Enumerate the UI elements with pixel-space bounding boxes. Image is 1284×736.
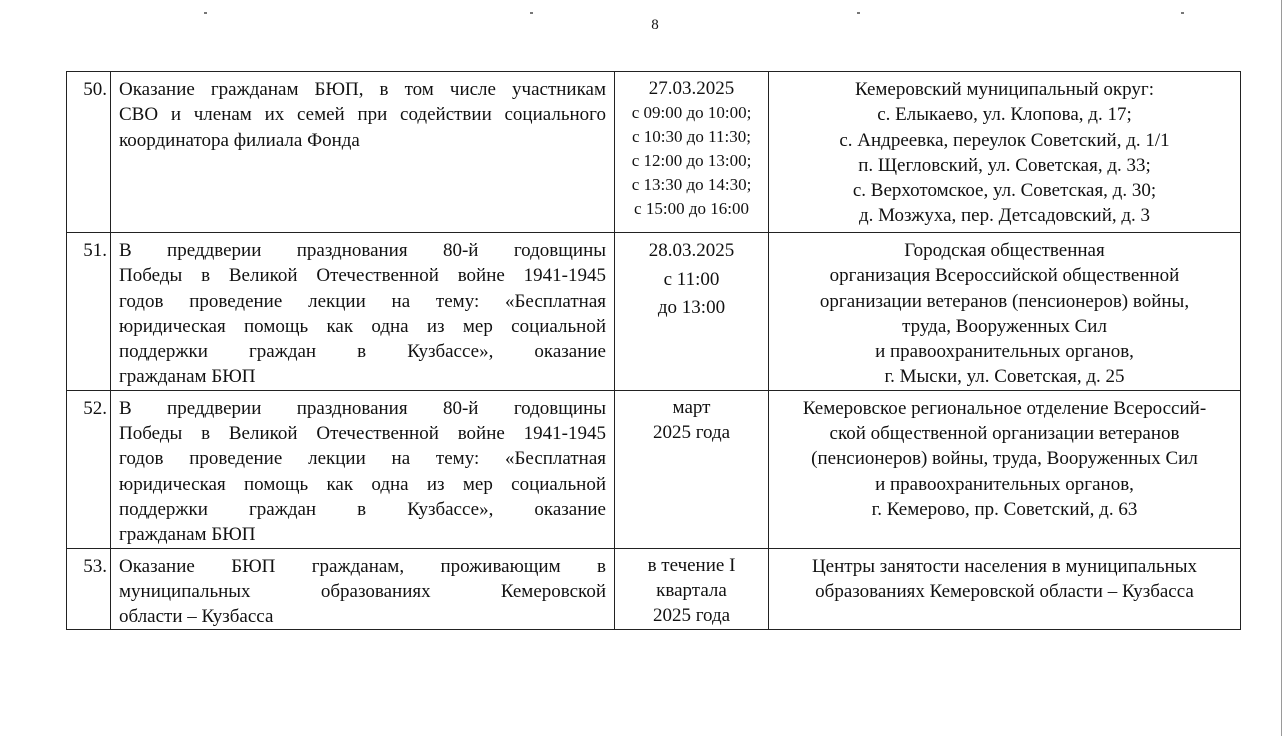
time-slot: с 10:30 до 11:30; (632, 127, 751, 147)
description-line: годов проведение лекции на тему: «Бесплатная (119, 448, 606, 470)
date-line: с 11:00 (663, 268, 720, 290)
address-line: с. Елыкаево, ул. Клопова, д. 17; (877, 104, 1132, 126)
address-line: труда, Вооруженных Сил (902, 315, 1107, 337)
time-slot: с 09:00 до 10:00; (631, 103, 752, 123)
address-line: д. Мозжуха, пер. Детсадовский, д. 3 (858, 205, 1151, 227)
table-row (67, 72, 1241, 233)
scan-mark (1181, 12, 1184, 14)
address-line: (пенсионеров) войны, труда, Вооруженных Сил (811, 448, 1198, 470)
events-table (66, 71, 1241, 630)
address-line: ской общественной организации ветеранов (829, 423, 1180, 445)
description-line: юридическая помощь как одна из мер социальной (119, 315, 606, 337)
scan-mark (530, 12, 533, 14)
description-line: СВО и членам их семей при содействии социального (119, 104, 606, 126)
description-line: годов проведение лекции на тему: «Бесплатная (119, 290, 606, 312)
table-row (67, 390, 1241, 548)
event-description (111, 390, 615, 548)
date-line: квартала (656, 579, 727, 601)
date-line: в течение I (647, 554, 736, 576)
address-line: с. Андреевка, переулок Советский, д. 1/1 (839, 129, 1170, 151)
description-line: гражданам БЮП (119, 524, 256, 546)
date-line: 2025 года (652, 605, 731, 627)
description-line: юридическая помощь как одна из мер социальной (119, 473, 606, 495)
event-description (111, 548, 615, 630)
address-line: г. Кемерово, пр. Советский, д. 63 (871, 498, 1138, 520)
event-date (615, 233, 769, 391)
address-line: организация Всероссийской общественной (829, 265, 1180, 287)
page-edge (1281, 0, 1282, 736)
event-date (615, 390, 769, 548)
address-line: организации ветеранов (пенсионеров) войны, (819, 290, 1190, 312)
event-address (769, 390, 1241, 548)
description-line: области – Кузбасса (119, 606, 274, 628)
time-slot: с 13:30 до 14:30; (631, 175, 752, 195)
row-number: 52. (67, 390, 111, 548)
description-line: В преддверии празднования 80-й годовщины (119, 397, 606, 419)
page-number: 8 (651, 17, 659, 33)
address-line: образованиях Кемеровской области – Кузбасса (815, 580, 1194, 602)
description-line: поддержки граждан в Кузбассе», оказание (119, 498, 606, 520)
date-line: март (672, 396, 711, 418)
row-number: 53. (67, 548, 111, 630)
date-line: 28.03.2025 (648, 240, 735, 261)
description-line: Оказание БЮП гражданам, проживающим в (119, 555, 606, 577)
description-line: поддержки граждан в Кузбассе», оказание (119, 341, 606, 363)
address-line: Кемеровское региональное отделение Всероссий- (802, 397, 1207, 419)
description-line: Победы в Великой Отечественной войне 1941-1945 (119, 423, 606, 445)
event-description (111, 72, 615, 233)
row-number: 50. (67, 72, 111, 233)
event-address (769, 233, 1241, 391)
scan-mark (204, 12, 207, 14)
description-line: гражданам БЮП (119, 366, 256, 388)
scan-mark (857, 12, 860, 14)
address-line: п. Щегловский, ул. Советская, д. 33; (858, 154, 1151, 176)
table-row (67, 233, 1241, 391)
event-address (769, 72, 1241, 233)
description-line: координатора филиала Фонда (119, 129, 360, 151)
address-line: с. Верхотомское, ул. Советская, д. 30; (852, 180, 1157, 202)
date-line: 27.03.2025 (648, 78, 735, 99)
table-row (67, 548, 1241, 630)
event-description (111, 233, 615, 391)
time-slot: с 12:00 до 13:00; (631, 151, 752, 171)
description-line: В преддверии празднования 80-й годовщины (119, 240, 606, 261)
address-line: г. Мыски, ул. Советская, д. 25 (884, 366, 1125, 388)
address-line: Кемеровский муниципальный округ: (855, 79, 1154, 100)
description-line: Победы в Великой Отечественной войне 1941-1945 (119, 265, 606, 287)
date-line: до 13:00 (657, 297, 726, 318)
event-date (615, 548, 769, 630)
event-date (615, 72, 769, 233)
address-line: Центры занятости населения в муниципальных (811, 555, 1198, 577)
date-line: 2025 года (652, 422, 731, 444)
address-line: и правоохранительных органов, (875, 341, 1134, 363)
address-line: и правоохранительных органов, (875, 473, 1134, 495)
address-line: Городская общественная (904, 240, 1105, 261)
description-line: муниципальных образованиях Кемеровской (119, 580, 606, 602)
event-address (769, 548, 1241, 630)
time-slot: с 15:00 до 16:00 (634, 199, 749, 219)
row-number: 51. (67, 233, 111, 391)
description-line: Оказание гражданам БЮП, в том числе участникам (119, 79, 606, 100)
